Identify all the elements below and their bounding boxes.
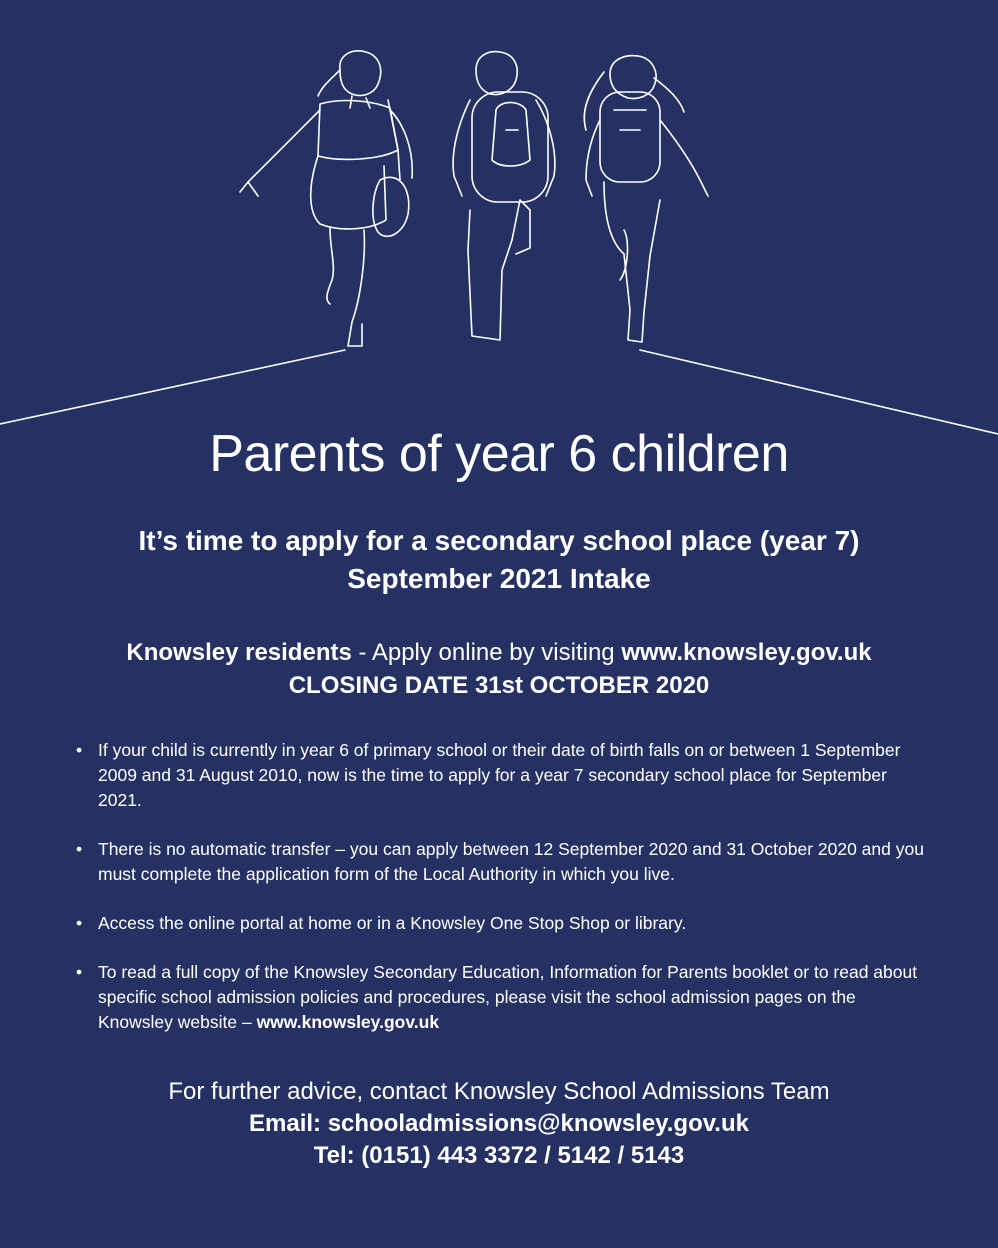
info-bullet-list xyxy=(76,738,926,1059)
bullet-text: If your child is currently in year 6 of primary school or their date of birth falls on or between 1 September 2009 and 31 August 2010, now is the time to apply for a year 7 secondary school place for September 2021. xyxy=(98,740,901,810)
contact-intro: For further advice, contact Knowsley School Admissions Team xyxy=(168,1078,830,1105)
list-item xyxy=(76,738,926,813)
website-link[interactable]: www.knowsley.gov.uk xyxy=(621,639,872,666)
website-link-footer[interactable]: www.knowsley.gov.uk xyxy=(256,1012,440,1032)
girl-right-figure xyxy=(584,56,708,342)
bullet-icon: • xyxy=(76,962,83,982)
boy-middle-figure xyxy=(453,52,555,340)
contact-telephone: Tel: (0151) 443 3372 / 5142 / 5143 xyxy=(313,1142,685,1169)
apply-line xyxy=(0,636,998,669)
girl-left-figure xyxy=(240,51,412,346)
contact-section xyxy=(0,1076,998,1172)
list-item xyxy=(76,837,926,887)
subheading-line-2: September 2021 Intake xyxy=(347,563,651,594)
list-item xyxy=(76,960,926,1035)
contact-email[interactable]: Email: schooladmissions@knowsley.gov.uk xyxy=(249,1110,749,1137)
line-art-svg xyxy=(0,0,998,440)
bullet-icon: • xyxy=(76,740,83,760)
bullet-icon: • xyxy=(76,839,83,859)
apply-section xyxy=(0,636,998,702)
bullet-text: To read a full copy of the Knowsley Secondary Education, Information for Parents booklet or to read about specific school admission policies and procedures, please visit the school admission pages on the Knowsley website – xyxy=(98,962,918,1032)
page-title: Parents of year 6 children xyxy=(209,425,789,483)
residents-label: Knowsley residents xyxy=(126,639,352,666)
apply-instruction: - Apply online by visiting xyxy=(351,639,622,666)
closing-date xyxy=(0,669,998,702)
children-running-illustration xyxy=(0,0,998,440)
closing-date-text: CLOSING DATE 31st OCTOBER 2020 xyxy=(288,672,710,699)
subheading xyxy=(0,522,998,598)
list-item xyxy=(76,911,926,936)
subheading-line-1: It’s time to apply for a secondary school place (year 7) xyxy=(138,525,860,556)
bullet-text: There is no automatic transfer – you can apply between 12 September 2020 and 31 October 2020 and you must complete the application form of the Local Authority in which you live. xyxy=(98,839,924,884)
path-left-line xyxy=(0,350,345,424)
bullet-text: Access the online portal at home or in a Knowsley One Stop Shop or library. xyxy=(98,913,687,933)
bullet-icon: • xyxy=(76,913,83,933)
